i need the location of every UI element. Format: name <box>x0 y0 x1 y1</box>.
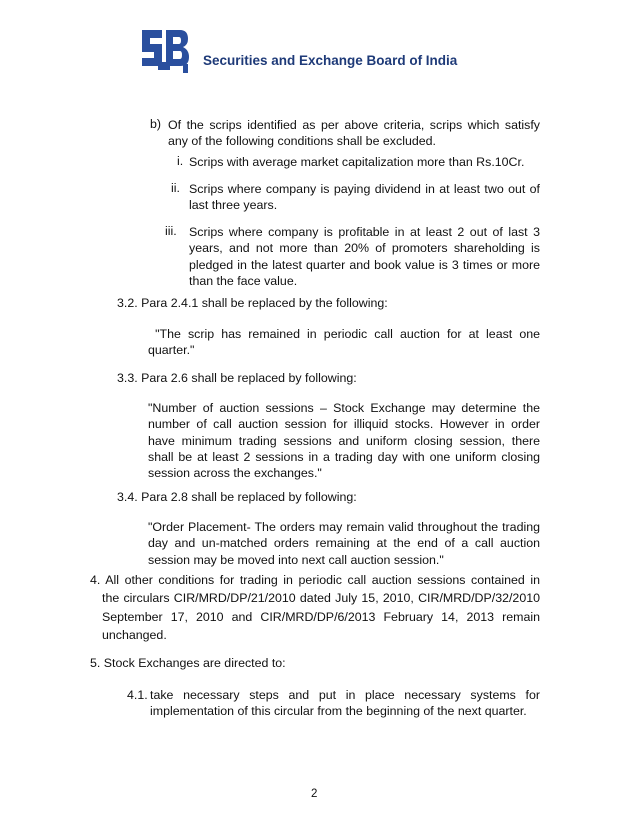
text-line: than the face value. <box>189 273 298 288</box>
section-3-4-heading: 3.4. Para 2.8 shall be replaced by following: <box>117 490 357 504</box>
text-line: quarter." <box>148 343 195 358</box>
text-line: "Order Placement- The orders may remain valid throughout the trading <box>148 520 540 534</box>
text-line: "Number of auction sessions – Stock Exchange may determine the <box>148 401 540 415</box>
text-line: 4. All other conditions for trading in periodic call auction sessions contained in <box>90 573 540 587</box>
section-3-2-heading: 3.2. Para 2.4.1 shall be replaced by the following: <box>117 296 388 310</box>
sub-item-ii-text <box>189 181 540 214</box>
text-line: day and un-matched orders remaining at the end of a call auction <box>148 536 540 551</box>
sub-item-marker: ii. <box>171 181 180 195</box>
sebi-logo <box>136 22 192 74</box>
text-line: Of the scrips identified as per above criteria, scrips which satisfy <box>168 118 540 132</box>
section-3-4-quote <box>148 519 540 568</box>
sub-item-marker: iii. <box>165 224 177 238</box>
section-4-text <box>90 571 540 645</box>
sub-item-marker: i. <box>177 154 184 168</box>
text-line: years, and not more than 20% of promoters shareholding is <box>189 241 540 256</box>
text-line: number of call auction session for illiquid stocks. However in order <box>148 417 540 432</box>
section-3-2-quote <box>148 326 540 359</box>
text-line: Scrips where company is profitable in at least 2 out of last 3 <box>189 225 540 239</box>
section-5-heading: 5. Stock Exchanges are directed to: <box>90 656 286 670</box>
text-line: shall be at least 2 sessions in a trading day with one uniform closing <box>148 449 540 464</box>
item-b-text <box>168 117 540 150</box>
sub-item-i-text <box>189 154 540 170</box>
item-4-1-marker: 4.1. <box>127 688 148 702</box>
section-3-3-heading: 3.3. Para 2.6 shall be replaced by following: <box>117 371 357 385</box>
section-3-3-quote <box>148 400 540 481</box>
text-line: unchanged. <box>102 628 167 643</box>
text-line: session across the exchanges." <box>148 466 322 481</box>
text-line: take necessary steps and put in place necessary systems for <box>150 688 540 702</box>
text-line: last three years. <box>189 198 278 213</box>
text-line: implementation of this circular from the beginning of the next quarter. <box>150 704 527 719</box>
text-line: the circulars CIR/MRD/DP/21/2010 dated July 15, 2010, CIR/MRD/DP/32/2010 <box>102 591 540 606</box>
text-line: pledged in the latest quarter and book value is 3 times or more <box>189 257 540 272</box>
text-line: any of the following conditions shall be excluded. <box>168 134 436 149</box>
item-4-1-text <box>150 687 540 720</box>
header-title: Securities and Exchange Board of India <box>203 53 458 68</box>
text-line: Scrips where company is paying dividend in at least two out of <box>189 182 540 196</box>
text-line: Scrips with average market capitalization more than Rs.10Cr. <box>189 155 525 169</box>
text-line: September 17, 2010 and CIR/MRD/DP/6/2013 February 14, 2013 remain <box>102 609 540 624</box>
text-line: "The scrip has remained in periodic call auction for at least one <box>148 327 540 341</box>
text-line: have minimum trading sessions and uniform closing session, there <box>148 433 540 448</box>
page-number: 2 <box>311 788 318 800</box>
item-b-marker: b) <box>150 117 162 131</box>
text-line: session may be moved into next call auction session." <box>148 552 444 567</box>
sub-item-iii-text <box>189 224 540 289</box>
